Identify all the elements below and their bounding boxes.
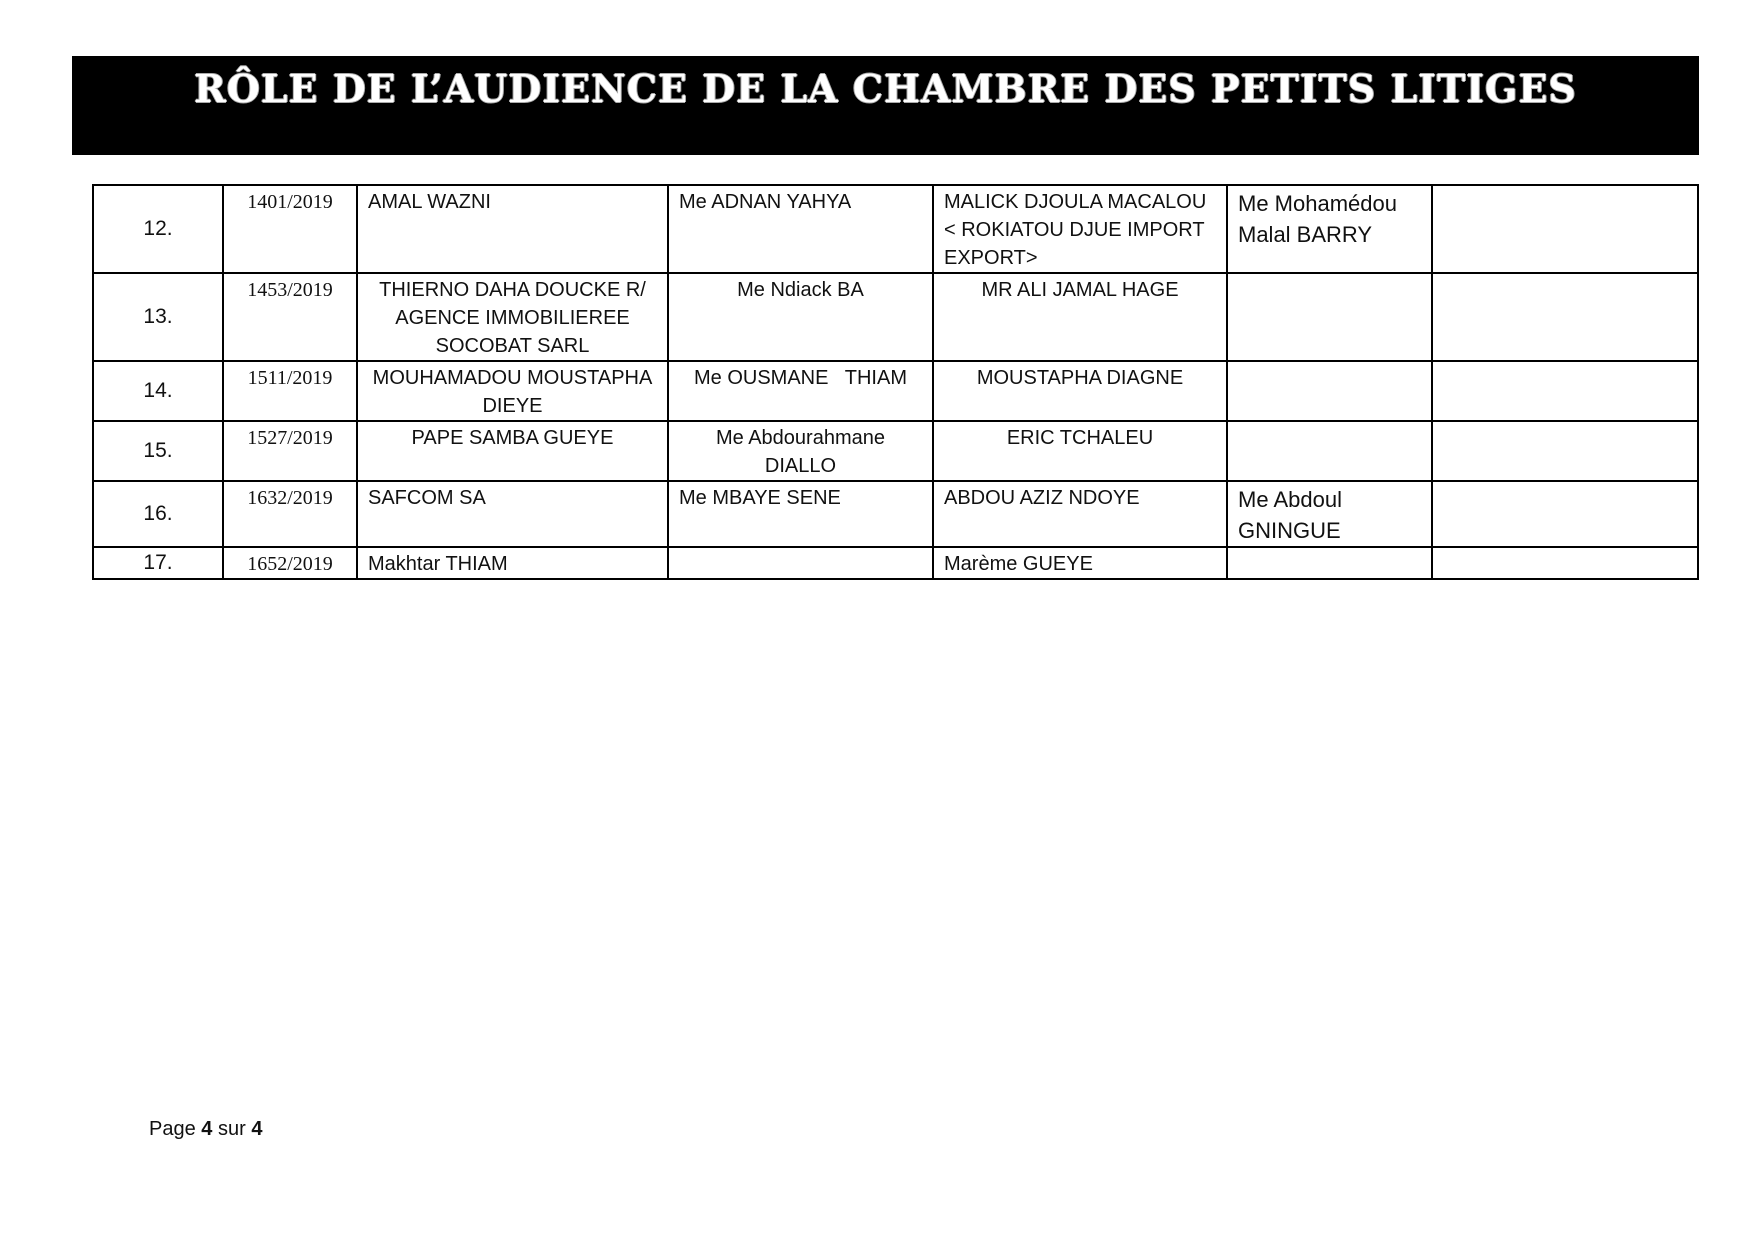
plaintiff-lawyer: Me Abdourahmane DIALLO [668, 421, 933, 481]
case-number: 1632/2019 [223, 481, 357, 547]
defendant-lawyer: Me Mohamédou Malal BARRY [1227, 185, 1432, 273]
row-number: 17. [93, 547, 223, 579]
extra-cell [1432, 547, 1698, 579]
page-footer [149, 1118, 262, 1141]
defendant-lawyer: Me Abdoul GNINGUE [1227, 481, 1432, 547]
defendant: ABDOU AZIZ NDOYE [933, 481, 1227, 547]
case-number: 1453/2019 [223, 273, 357, 361]
row-number: 12. [93, 185, 223, 273]
extra-cell [1432, 273, 1698, 361]
plaintiff-lawyer: Me ADNAN YAHYA [668, 185, 933, 273]
extra-cell [1432, 421, 1698, 481]
plaintiff: THIERNO DAHA DOUCKE R/ AGENCE IMMOBILIEREE SOCOBAT SARL [357, 273, 668, 361]
row-number: 13. [93, 273, 223, 361]
plaintiff: MOUHAMADOU MOUSTAPHA DIEYE [357, 361, 668, 421]
plaintiff: SAFCOM SA [357, 481, 668, 547]
plaintiff: AMAL WAZNI [357, 185, 668, 273]
row-number: 15. [93, 421, 223, 481]
defendant: ERIC TCHALEU [933, 421, 1227, 481]
extra-cell [1432, 185, 1698, 273]
table-row [93, 481, 1698, 547]
defendant: MOUSTAPHA DIAGNE [933, 361, 1227, 421]
table-row [93, 547, 1698, 579]
page-title: RÔLE DE L’AUDIENCE DE LA CHAMBRE DES PETITS LITIGES [194, 66, 1577, 111]
extra-cell [1432, 361, 1698, 421]
plaintiff-lawyer: Me MBAYE SENE [668, 481, 933, 547]
plaintiff-lawyer: Me OUSMANE THIAM [668, 361, 933, 421]
table-row [93, 361, 1698, 421]
page-word: Page [149, 1118, 196, 1140]
table-row [93, 185, 1698, 273]
defendant-lawyer [1227, 547, 1432, 579]
table-row [93, 273, 1698, 361]
case-number: 1652/2019 [223, 547, 357, 579]
current-page: 4 [201, 1118, 213, 1140]
plaintiff-lawyer: Me Ndiack BA [668, 273, 933, 361]
extra-cell [1432, 481, 1698, 547]
total-pages: 4 [251, 1118, 263, 1140]
defendant-lawyer [1227, 273, 1432, 361]
defendant: MR ALI JAMAL HAGE [933, 273, 1227, 361]
case-number: 1527/2019 [223, 421, 357, 481]
row-number: 14. [93, 361, 223, 421]
plaintiff-lawyer [668, 547, 933, 579]
of-word: sur [217, 1118, 246, 1140]
case-number: 1511/2019 [223, 361, 357, 421]
defendant: Marème GUEYE [933, 547, 1227, 579]
table-row [93, 421, 1698, 481]
defendant: MALICK DJOULA MACALOU < ROKIATOU DJUE IMPORT EXPORT> [933, 185, 1227, 273]
header-banner [72, 56, 1699, 155]
defendant-lawyer [1227, 361, 1432, 421]
hearing-roll-table [92, 184, 1699, 580]
row-number: 16. [93, 481, 223, 547]
plaintiff: Makhtar THIAM [357, 547, 668, 579]
plaintiff: PAPE SAMBA GUEYE [357, 421, 668, 481]
defendant-lawyer [1227, 421, 1432, 481]
case-number: 1401/2019 [223, 185, 357, 273]
